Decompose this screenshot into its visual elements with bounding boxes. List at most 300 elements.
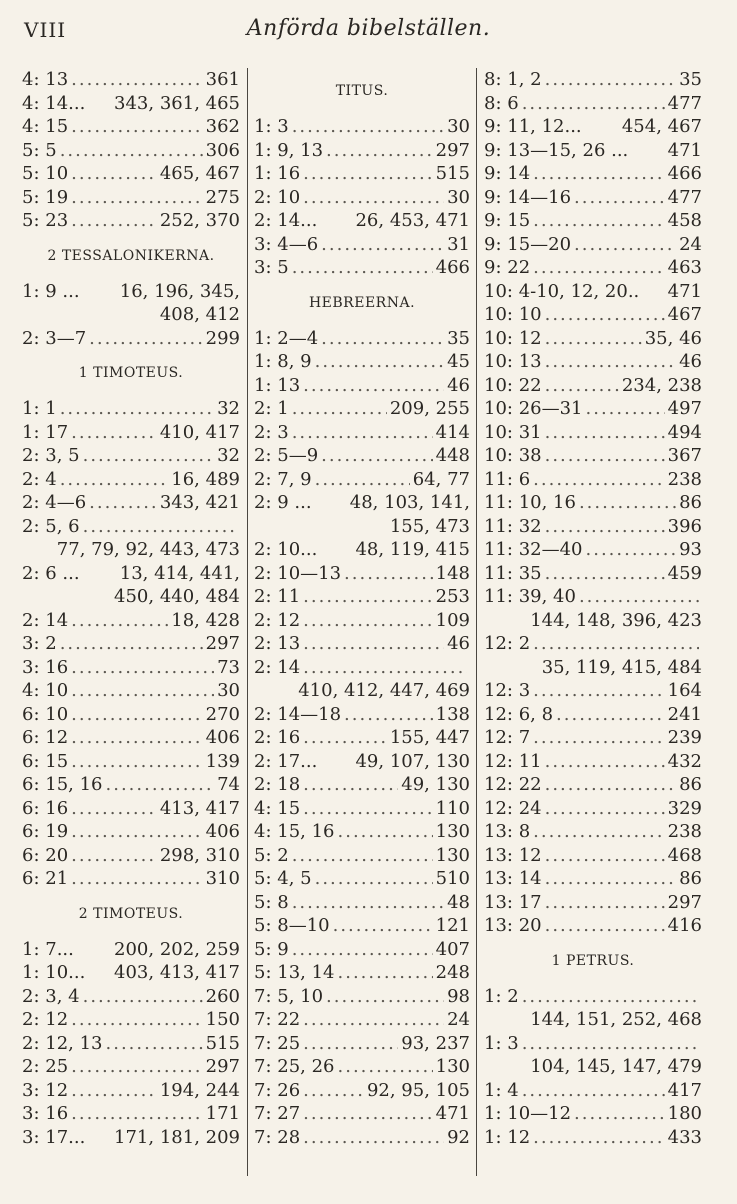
page-references: 299: [205, 327, 240, 349]
dot-leader: [533, 162, 664, 186]
index-entry: [22, 115, 240, 139]
verse-reference: 10: 22: [484, 374, 542, 396]
verse-reference: 10: 31: [484, 421, 542, 443]
page-references: 459: [667, 562, 702, 584]
verse-reference: 5: 2: [254, 844, 289, 866]
index-entry: [254, 1102, 470, 1126]
verse-reference: 2: 1: [254, 398, 289, 419]
index-entry: [254, 1126, 470, 1150]
verse-reference: 5: 19: [22, 186, 69, 208]
dot-leader: [71, 1008, 202, 1032]
dot-leader: [545, 327, 642, 351]
page-references: 46: [679, 351, 702, 372]
verse-reference: 2: 14—18: [254, 703, 342, 725]
verse-reference: 5: 13, 14: [254, 962, 335, 983]
page-references: 130: [435, 821, 470, 842]
index-entry: [484, 985, 702, 1009]
verse-reference: 2: 10: [254, 186, 301, 208]
page-references: 454, 467: [621, 116, 702, 137]
verse-reference: 12: 11: [484, 750, 542, 772]
page-references: 130: [435, 1056, 470, 1077]
index-entry: [484, 139, 702, 163]
page-references: 74: [217, 774, 240, 795]
verse-reference: 4: 13: [22, 69, 69, 90]
index-entry-continuation: [484, 656, 702, 680]
dot-leader: [344, 703, 433, 727]
page-references: 238: [667, 821, 702, 842]
verse-reference: 10: 12: [484, 327, 542, 349]
verse-reference: 13: 17: [484, 891, 542, 913]
dot-leader: [533, 468, 664, 492]
page-references: 248: [435, 962, 470, 983]
dot-leader: [545, 515, 665, 539]
index-entry: [22, 867, 240, 891]
dot-leader: [574, 186, 665, 210]
index-entry: [22, 938, 240, 962]
index-entry: [254, 139, 470, 163]
dot-leader: [545, 867, 676, 891]
page-references: 35: [679, 69, 702, 90]
verse-reference: 2: 18: [254, 774, 301, 795]
verse-reference: 5: 8—10: [254, 915, 330, 936]
dot-leader: [106, 773, 215, 797]
dot-leader: [579, 491, 676, 515]
index-entry: [254, 1079, 470, 1103]
verse-reference: 1: 8, 9: [254, 351, 312, 372]
dot-leader: [338, 1055, 433, 1079]
dot-leader: [71, 820, 202, 844]
index-entry-continuation: [484, 1008, 702, 1032]
index-entry: [254, 186, 470, 210]
index-entry: [254, 867, 470, 891]
verse-reference: 11: 10, 16: [484, 492, 576, 513]
page-references: 92: [447, 1126, 470, 1148]
index-entry: [484, 750, 702, 774]
dot-leader: [321, 327, 444, 351]
verse-reference: 3: 5: [254, 257, 289, 278]
dot-leader: [574, 233, 676, 257]
index-entry: [254, 726, 470, 750]
page-references: 139: [205, 750, 240, 772]
page-references: 110: [435, 797, 470, 819]
index-entry: [254, 444, 470, 468]
verse-reference: 6: 16: [22, 797, 69, 819]
dot-leader: [303, 186, 444, 210]
verse-reference: 7: 27: [254, 1103, 301, 1124]
verse-reference: 1: 2—4: [254, 327, 319, 349]
dot-leader: [545, 773, 676, 797]
verse-reference: 1: 9, 13: [254, 139, 324, 161]
index-entry: [22, 397, 240, 421]
dot-leader: [338, 820, 433, 844]
page-references: 150: [205, 1009, 240, 1030]
page-references: 35: [447, 327, 470, 349]
page-references: 413, 417: [159, 797, 240, 819]
page-references: 463: [667, 257, 702, 278]
page-references: 35, 46: [644, 327, 702, 349]
page-references: 148: [435, 562, 470, 584]
verse-reference: 3: 17...: [22, 1126, 86, 1148]
dot-leader: [83, 985, 203, 1009]
page-references: 48, 103, 141,: [349, 492, 470, 513]
index-entry: [254, 820, 470, 844]
page-references: 253: [435, 586, 470, 607]
index-entry: [22, 1102, 240, 1126]
verse-reference: 9: 15—20: [484, 233, 572, 255]
verse-reference: 11: 32: [484, 515, 542, 537]
index-entry-continuation: [484, 1055, 702, 1079]
page-references: 49, 130: [401, 774, 470, 795]
page-references: 510: [435, 868, 470, 889]
index-entry: [22, 1126, 240, 1150]
index-entry: [484, 797, 702, 821]
page-references: 24: [447, 1009, 470, 1030]
index-entry: [254, 773, 470, 797]
dot-leader: [60, 397, 214, 421]
verse-reference: 11: 6: [484, 468, 531, 490]
page-references: 515: [435, 163, 470, 184]
index-entry: [22, 703, 240, 727]
index-entry: [254, 891, 470, 915]
dot-leader: [303, 1008, 444, 1032]
dot-leader: [292, 256, 433, 280]
page-references: 406: [205, 821, 240, 842]
dot-leader: [71, 750, 202, 774]
page-references: 410, 412, 447, 469: [298, 680, 470, 701]
dot-leader: [321, 233, 444, 257]
verse-reference: 4: 10: [22, 680, 69, 701]
index-entry: [254, 609, 470, 633]
dot-leader: [303, 1079, 364, 1103]
verse-reference: 1: 13: [254, 374, 301, 396]
page-references: 306: [205, 139, 240, 161]
page-references: 241: [667, 703, 702, 725]
verse-reference: 10: 13: [484, 351, 542, 372]
dot-leader: [71, 1055, 202, 1079]
index-entry: [254, 797, 470, 821]
index-column-3: [484, 68, 702, 1149]
dot-leader: [303, 1102, 432, 1126]
index-entry: [254, 1008, 470, 1032]
index-entry-continuation: [22, 585, 240, 609]
verse-reference: 13: 20: [484, 915, 542, 936]
index-entry: [254, 538, 470, 562]
index-entry: [484, 914, 702, 938]
index-entry: [484, 679, 702, 703]
dot-leader: [83, 515, 237, 539]
index-entry: [22, 750, 240, 774]
page-references: 408, 412: [159, 304, 240, 325]
index-entry: [22, 1032, 240, 1056]
page-references: 433: [667, 1126, 702, 1148]
dot-leader: [586, 397, 665, 421]
dot-leader: [545, 444, 665, 468]
verse-reference: 13: 12: [484, 844, 542, 866]
verse-reference: 7: 22: [254, 1009, 301, 1030]
page-references: 466: [667, 163, 702, 184]
verse-reference: 1: 1: [22, 398, 57, 419]
page-references: 109: [435, 609, 470, 631]
verse-reference: 8: 1, 2: [484, 69, 542, 90]
verse-reference: 12: 2: [484, 633, 531, 654]
page-references: 16, 489: [171, 468, 240, 490]
verse-reference: 2: 10...: [254, 539, 318, 560]
section-heading: 2 TIMOTEUS.: [78, 905, 184, 922]
verse-reference: 7: 25, 26: [254, 1056, 335, 1077]
page-references: 407: [435, 938, 470, 960]
index-entry: [484, 233, 702, 257]
page-references: 86: [679, 774, 702, 795]
verse-reference: 4: 14...: [22, 92, 86, 114]
index-entry: [254, 491, 470, 515]
index-entry: [254, 985, 470, 1009]
verse-reference: 11: 39, 40: [484, 586, 576, 607]
index-entry: [254, 585, 470, 609]
verse-reference: 2: 17...: [254, 750, 318, 772]
verse-reference: 6: 15: [22, 750, 69, 772]
page-references: 260: [205, 985, 240, 1007]
page-references: 297: [667, 891, 702, 913]
index-entry: [254, 1032, 470, 1056]
dot-leader: [71, 703, 202, 727]
index-entry: [484, 491, 702, 515]
dot-leader: [586, 538, 677, 562]
verse-reference: 10: 4-10, 12, 20..: [484, 280, 640, 302]
dot-leader: [60, 632, 203, 656]
verse-reference: 12: 7: [484, 727, 531, 748]
index-entry: [484, 186, 702, 210]
index-entry: [484, 92, 702, 116]
verse-reference: 6: 15, 16: [22, 774, 103, 795]
verse-reference: 9: 14: [484, 163, 531, 184]
dot-leader: [533, 679, 664, 703]
index-entry-continuation: [22, 538, 240, 562]
index-entry: [254, 468, 470, 492]
page-references: 48: [447, 891, 470, 913]
index-entry: [484, 773, 702, 797]
verse-reference: 7: 25: [254, 1032, 301, 1054]
page-references: 417: [667, 1079, 702, 1101]
verse-reference: 5: 23: [22, 210, 69, 231]
page-references: 361: [205, 69, 240, 90]
dot-leader: [533, 1126, 664, 1150]
index-entry: [484, 444, 702, 468]
dot-leader: [545, 303, 665, 327]
verse-reference: 3: 4—6: [254, 233, 319, 255]
index-entry: [22, 468, 240, 492]
dot-leader: [321, 444, 432, 468]
dot-leader: [292, 115, 444, 139]
page-references: 494: [667, 421, 702, 443]
dot-leader: [545, 68, 677, 92]
dot-leader: [533, 209, 664, 233]
verse-reference: 1: 7...: [22, 938, 74, 960]
verse-reference: 6: 19: [22, 821, 69, 842]
verse-reference: 13: 8: [484, 821, 531, 842]
dot-leader: [303, 162, 432, 186]
page-references: 406: [205, 727, 240, 748]
dot-leader: [71, 186, 202, 210]
index-entry: [484, 68, 702, 92]
index-entry: [22, 961, 240, 985]
dot-leader: [71, 209, 157, 233]
index-entry: [484, 726, 702, 750]
index-entry: [484, 1032, 702, 1056]
page-references: 144, 151, 252, 468: [530, 1009, 702, 1030]
section-heading: HEBREERNA.: [308, 294, 416, 311]
dot-leader: [71, 867, 202, 891]
dot-leader: [292, 844, 433, 868]
verse-reference: 2: 14...: [254, 210, 318, 231]
page-references: 24: [679, 233, 702, 255]
dot-leader: [292, 938, 433, 962]
page-references: 403, 413, 417: [114, 962, 240, 983]
index-entry: [484, 515, 702, 539]
index-entry: [22, 562, 240, 586]
index-entry: [254, 374, 470, 398]
dot-leader: [333, 914, 433, 938]
dot-leader: [545, 421, 665, 445]
dot-leader: [71, 679, 214, 703]
verse-reference: 3: 2: [22, 633, 57, 654]
verse-reference: 5: 10: [22, 163, 69, 184]
dot-leader: [303, 726, 387, 750]
verse-reference: 1: 10...: [22, 962, 86, 983]
index-entry: [484, 468, 702, 492]
index-entry: [22, 820, 240, 844]
verse-reference: 2: 25: [22, 1056, 69, 1077]
page-references: 297: [205, 1056, 240, 1077]
page-references: 86: [679, 492, 702, 513]
dot-leader: [71, 656, 214, 680]
index-entry: [484, 303, 702, 327]
dot-leader: [292, 421, 433, 445]
page-references: 329: [667, 797, 702, 819]
dot-leader: [344, 562, 433, 586]
page-references: 98: [447, 985, 470, 1007]
verse-reference: 1: 10—12: [484, 1103, 572, 1124]
section-heading: TITUS.: [335, 83, 389, 99]
index-entry: [254, 656, 470, 680]
dot-leader: [71, 115, 202, 139]
index-entry: [22, 726, 240, 750]
index-entry: [22, 421, 240, 445]
page-references: 121: [435, 915, 470, 936]
page-references: 48, 119, 415: [355, 539, 470, 560]
index-entry: [484, 1079, 702, 1103]
verse-reference: 1: 16: [254, 163, 301, 184]
page-references: 64, 77: [412, 468, 470, 490]
index-entry: [22, 68, 240, 92]
verse-reference: 5: 5: [22, 139, 57, 161]
index-entry: [254, 1055, 470, 1079]
page-references: 275: [205, 186, 240, 208]
column-divider: [476, 68, 477, 1176]
index-entry: [484, 562, 702, 586]
index-entry: [484, 844, 702, 868]
page-references: 171, 181, 209: [114, 1126, 240, 1148]
index-entry: [484, 327, 702, 351]
verse-reference: 1: 12: [484, 1126, 531, 1148]
index-entry: [22, 280, 240, 304]
page-references: 477: [667, 186, 702, 208]
index-entry: [22, 491, 240, 515]
verse-reference: 2: 10—13: [254, 562, 342, 584]
index-entry: [22, 92, 240, 116]
verse-reference: 4: 15: [22, 116, 69, 137]
dot-leader: [315, 867, 433, 891]
verse-reference: 2: 11: [254, 586, 301, 607]
verse-reference: 12: 6, 8: [484, 703, 554, 725]
verse-reference: 7: 28: [254, 1126, 301, 1148]
index-entry: [22, 327, 240, 351]
verse-reference: 7: 26: [254, 1079, 301, 1101]
verse-reference: 2: 3, 5: [22, 445, 80, 466]
verse-reference: 9: 11, 12...: [484, 116, 582, 137]
verse-reference: 2: 3: [254, 421, 289, 443]
page-references: 209, 255: [389, 398, 470, 419]
dot-leader: [89, 327, 202, 351]
dot-leader: [71, 726, 202, 750]
index-entry: [22, 139, 240, 163]
verse-reference: 6: 20: [22, 844, 69, 866]
page-references: 30: [447, 186, 470, 208]
verse-reference: 6: 21: [22, 868, 69, 889]
page-references: 46: [447, 374, 470, 396]
verse-reference: 11: 35: [484, 562, 542, 584]
page-references: 155, 447: [389, 727, 470, 748]
page-references: 471: [435, 1103, 470, 1124]
page-references: 432: [667, 750, 702, 772]
dot-leader: [522, 92, 665, 116]
dot-leader: [303, 609, 432, 633]
page-references: 31: [447, 233, 470, 255]
index-entry: [254, 350, 470, 374]
verse-reference: 9: 13—15, 26 ...: [484, 139, 629, 161]
index-entry: [22, 632, 240, 656]
dot-leader: [71, 1079, 157, 1103]
index-entry: [254, 209, 470, 233]
dot-leader: [533, 632, 699, 656]
page-references: 310: [205, 868, 240, 889]
index-entry: [254, 750, 470, 774]
verse-reference: 2: 14: [254, 656, 301, 678]
index-column-1: [22, 68, 240, 1149]
verse-reference: 1: 2: [484, 985, 519, 1007]
dot-leader: [71, 162, 157, 186]
verse-reference: 1: 9 ...: [22, 280, 80, 302]
verse-reference: 13: 14: [484, 868, 542, 889]
page-references: 465, 467: [159, 163, 240, 184]
verse-reference: 2: 12: [254, 609, 301, 631]
index-entry: [22, 797, 240, 821]
verse-reference: 5: 8: [254, 891, 289, 913]
index-entry: [254, 421, 470, 445]
dot-leader: [545, 750, 665, 774]
verse-reference: 6: 12: [22, 727, 69, 748]
dot-leader: [303, 797, 432, 821]
verse-reference: 9: 15: [484, 210, 531, 231]
index-entry: [22, 656, 240, 680]
page-references: 238: [667, 468, 702, 490]
index-entry: [254, 632, 470, 656]
page-references: 270: [205, 703, 240, 725]
index-entry: [254, 162, 470, 186]
page-references: 46: [447, 633, 470, 654]
dot-leader: [545, 797, 665, 821]
dot-leader: [315, 468, 410, 492]
page-references: 32: [217, 445, 240, 466]
